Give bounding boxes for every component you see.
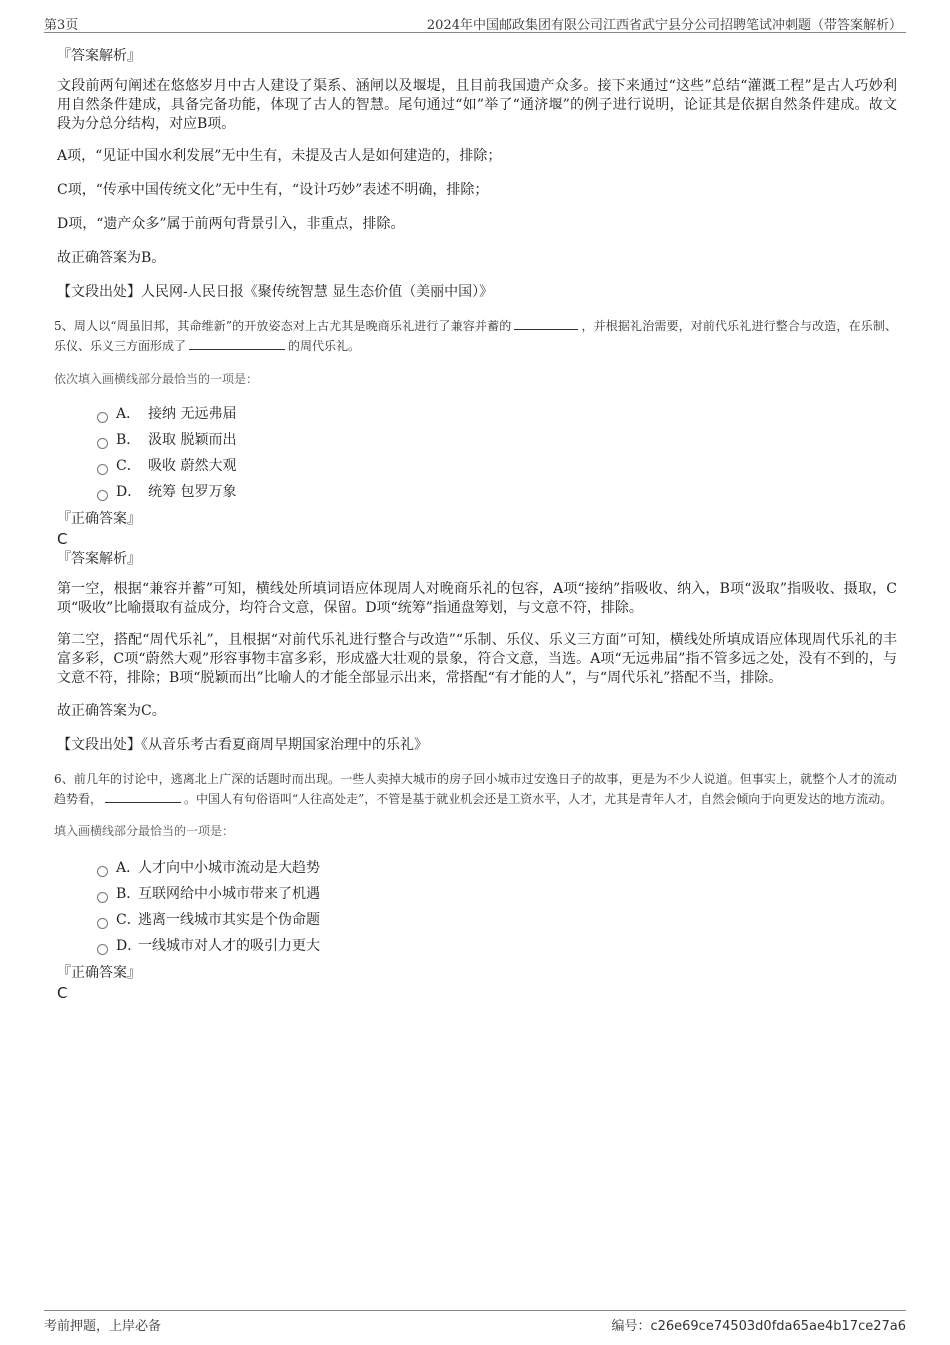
code-label: 编号： xyxy=(611,1319,651,1334)
question-text: 6、前几年的讨论中，逃离北上广深的话题时而出现。一些人卖掉大城市的房子回小城市过安逸日子的故事，更是为不少人说道。但事实上，就整个人才的流动趋势看， xyxy=(54,772,897,806)
option-letter: D． xyxy=(116,938,142,954)
radio-icon[interactable] xyxy=(97,490,108,501)
source-citation: 【文段出处】《从音乐考古看夏商周早期国家治理中的乐礼》 xyxy=(57,737,428,753)
analysis-paragraph: C项，“传承中国传统文化”无中生有，“设计巧妙”表述不明确，排除； xyxy=(57,182,489,198)
code-value: c26e69ce74503d0fda65ae4b17ce27a6 xyxy=(650,1319,906,1334)
radio-icon[interactable] xyxy=(97,866,108,877)
analysis-paragraph: 第二空，搭配“周代乐礼”，且根据“对前代乐礼进行整合与改造”“乐制、乐仪、乐义三方面”可知，横线处所填成语应体现周代乐礼的丰富多彩，C项“蔚然大观”形容事物丰富多彩，形成盛大壮观的景象，符合文意，当选。A项“无远弗届”指不管多远之处，没有不到的，与文意不符，排除；B项“脱颖而出”比喻人的才能全部显示出来，常搭配“有才能的人”，与“周代乐礼”搭配不当，排除。 xyxy=(57,632,897,686)
fill-blank xyxy=(514,316,578,330)
question-6-stem xyxy=(54,769,897,809)
option-text: 互联网给中小城市带来了机遇 xyxy=(138,886,320,902)
page-number: 第3页 xyxy=(44,18,79,33)
analysis-paragraph: D项，“遗产众多”属于前两句背景引入，非重点，排除。 xyxy=(57,216,405,232)
radio-icon[interactable] xyxy=(97,412,108,423)
option-text: 接纳 无远弗届 xyxy=(148,406,237,422)
option-c[interactable] xyxy=(97,453,897,479)
fill-blank xyxy=(105,789,181,803)
option-b[interactable] xyxy=(97,427,897,453)
option-c[interactable] xyxy=(97,907,897,933)
option-text: 一线城市对人才的吸引力更大 xyxy=(138,938,320,954)
option-b[interactable] xyxy=(97,881,897,907)
conclusion: 故正确答案为C。 xyxy=(57,703,166,719)
page-footer xyxy=(44,1310,906,1334)
radio-icon[interactable] xyxy=(97,944,108,955)
question-text: ，并根据礼治需要，对前代乐礼进行整合与改造，在乐制、乐仪、乐义三方面形成了 xyxy=(54,319,897,353)
question-text: 的周代乐礼。 xyxy=(288,339,361,353)
document-code xyxy=(611,1315,906,1334)
footer-slogan: 考前押题，上岸必备 xyxy=(44,1319,162,1334)
option-text: 吸收 蔚然大观 xyxy=(148,458,237,474)
question-5-stem xyxy=(54,316,897,356)
analysis-paragraph: 文段前两句阐述在悠悠岁月中古人建设了渠系、涵闸以及堰堤，且目前我国遗产众多。接下来通过“这些”总结“灌溉工程”是古人巧妙利用自然条件建成，具备完备功能，体现了古人的智慧。尾句通过“如”举了“通济堰”的例子进行说明，论证其是依据自然条件建成。故文段为分总分结构，对应B项。 xyxy=(57,78,897,132)
page-content xyxy=(54,46,897,1003)
option-d[interactable] xyxy=(97,479,897,505)
page-header xyxy=(44,12,906,33)
radio-icon[interactable] xyxy=(97,892,108,903)
option-letter: B． xyxy=(116,886,141,902)
option-text: 统筹 包罗万象 xyxy=(148,484,237,500)
correct-answer: C xyxy=(57,984,68,1002)
option-a[interactable] xyxy=(97,401,897,427)
analysis-label: 『答案解析』 xyxy=(57,48,141,64)
question-text: 。中国人有句俗语叫“人往高处走”，不管是基于就业机会还是工资水平，人才，尤其是青年人才，自然会倾向于向更发达的地方流动。 xyxy=(184,792,893,806)
correct-answer: C xyxy=(57,530,68,548)
option-letter: A． xyxy=(116,406,141,422)
option-list xyxy=(57,855,897,959)
analysis-label: 『答案解析』 xyxy=(57,551,141,567)
question-prompt: 依次填入画横线部分最恰当的一项是： xyxy=(54,372,259,386)
correct-answer-label: 『正确答案』 xyxy=(57,965,141,981)
option-letter: B． xyxy=(116,432,141,448)
option-a[interactable] xyxy=(97,855,897,881)
option-letter: D． xyxy=(116,484,142,500)
fill-blank xyxy=(189,336,285,350)
analysis-paragraph: A项，“见证中国水利发展”无中生有，未提及古人是如何建造的，排除； xyxy=(57,148,502,164)
option-d[interactable] xyxy=(97,933,897,959)
option-list xyxy=(57,401,897,505)
option-letter: A． xyxy=(116,860,141,876)
option-letter: C． xyxy=(116,458,141,474)
radio-icon[interactable] xyxy=(97,464,108,475)
option-letter: C． xyxy=(116,912,141,928)
correct-answer-label: 『正确答案』 xyxy=(57,511,141,527)
option-text: 汲取 脱颖而出 xyxy=(148,432,237,448)
analysis-paragraph: 第一空，根据“兼容并蓄”可知，横线处所填词语应体现周人对晚商乐礼的包容，A项“接纳”指吸收、纳入，B项“汲取”指吸收、摄取，C项“吸收”比喻摄取有益成分，均符合文意，保留。D项“统筹”指通盘筹划，与文意不符，排除。 xyxy=(57,581,897,616)
radio-icon[interactable] xyxy=(97,438,108,449)
radio-icon[interactable] xyxy=(97,918,108,929)
option-text: 人才向中小城市流动是大趋势 xyxy=(138,860,320,876)
question-prompt: 填入画横线部分最恰当的一项是： xyxy=(54,824,235,838)
question-text: 5、周人以“周虽旧邦，其命维新”的开放姿态对上古尤其是晚商乐礼进行了兼容并蓄的 xyxy=(54,319,512,333)
source-citation: 【文段出处】人民网-人民日报《聚传统智慧 显生态价值（美丽中国）》 xyxy=(57,284,494,300)
option-text: 逃离一线城市其实是个伪命题 xyxy=(138,912,320,928)
document-title: 2024年中国邮政集团有限公司江西省武宁县分公司招聘笔试冲刺题（带答案解析） xyxy=(426,18,902,33)
conclusion: 故正确答案为B。 xyxy=(57,250,166,266)
